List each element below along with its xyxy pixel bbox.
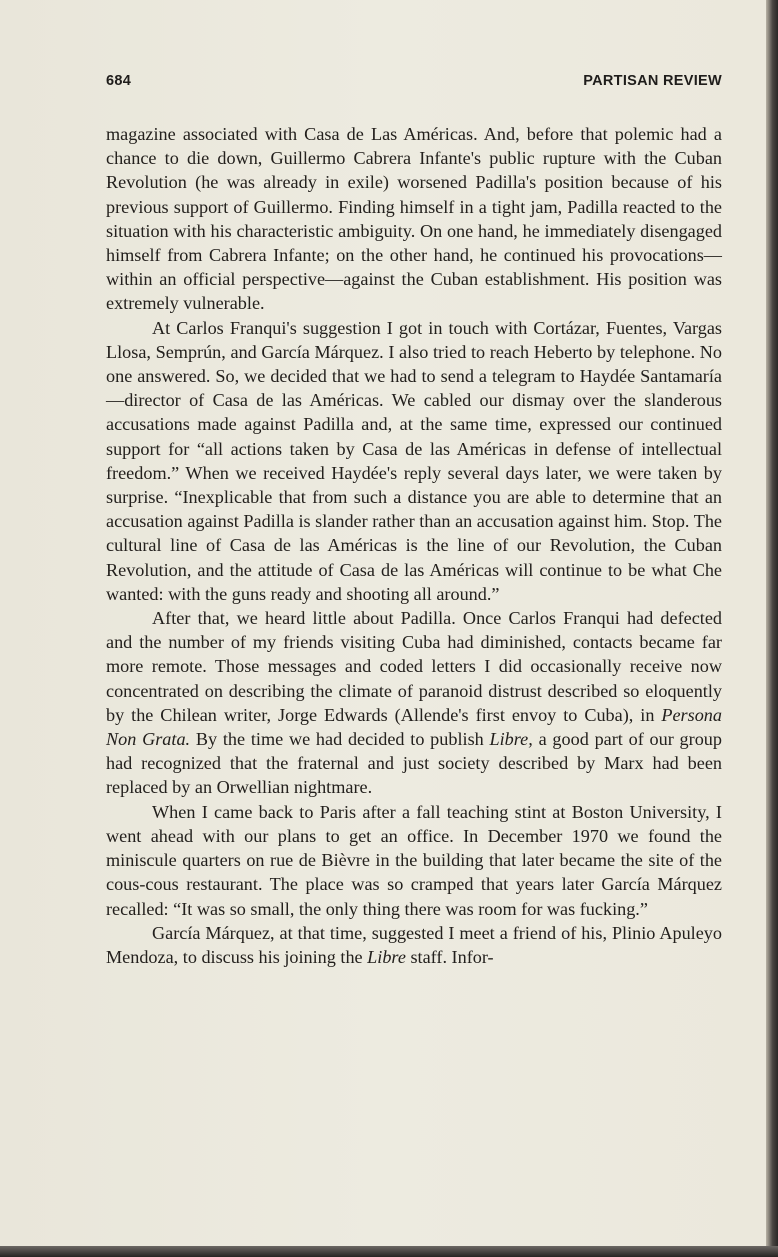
paragraph-3-text-c: a good part of our group had recognized that the fraternal and just society described by Marx had been replaced by an Orwellian nightmare. [106,729,722,798]
magazine-title-libre: Libre, [489,729,533,750]
body-text [106,122,722,969]
paragraph-3 [106,606,722,800]
book-title-persona-non-grata: Persona Non Grata. [106,704,722,750]
page-header [106,73,722,93]
page-number: 684 [106,73,132,89]
paragraph-2: At Carlos Franqui's suggestion I got in touch with Cortázar, Fuentes, Vargas Llosa, Semprún, and García Márquez. I also tried to reach Heberto by telephone. No one answered. So, we decided that we had to send a telegram to Haydée Santamaría—director of Casa de las Américas. We cabled our dismay over the slanderous accusations made against Padilla and, at the same time, expressed our continued support for “all actions taken by Casa de las Américas in defense of intellectual freedom.” When we received Haydée's reply several days later, we were taken by surprise. “Inexplicable that from such a distance you are able to determine that an accusation against Padilla is slander rather than an accusation against him. Stop. The cultural line of Casa de las Américas is the line of our Revolution, the Cuban Revolution, and the attitude of Casa de las Américas will continue to be what Che wanted: with the guns ready and shooting all around.” [106,317,722,604]
page-edge-bottom [0,1246,778,1257]
page-edge-right [766,0,778,1257]
paragraph-5-text-b: staff. Infor- [405,946,494,967]
paragraph-3-text-b: By the time we had decided to publish [190,729,490,750]
paragraph-5 [106,921,722,969]
magazine-title-libre-2: Libre [367,946,406,967]
paragraph-3-text-a: After that, we heard little about Padilla. Once Carlos Franqui had defected and the number of my friends visiting Cuba had diminished, contacts became far more remote. Those messages and coded letters I did occasionally receive now concentrated on describing the climate of paranoid distrust described so eloquently by the Chilean writer, Jorge Edwards (Allende's first envoy to Cuba), in [106,608,722,725]
paragraph-1: magazine associated with Casa de Las Américas. And, before that polemic had a chance to die down, Guillermo Cabrera Infante's public rupture with the Cuban Revolution (he was already in exile) worsened Padilla's position because of his previous support of Guillermo. Finding himself in a tight jam, Padilla reacted to the situation with his characteristic ambiguity. On one hand, he immediately disengaged himself from Cabrera Infante; on the other hand, he continued his provocations—within an official perspective—against the Cuban establishment. His position was extremely vulnerable. [106,124,722,314]
running-title: PARTISAN REVIEW [583,73,722,89]
paragraph-4: When I came back to Paris after a fall teaching stint at Boston University, I went ahead with our plans to get an office. In December 1970 we found the miniscule quarters on rue de Bièvre in the building that later became the site of the cous-cous restaurant. The place was so cramped that years later García Márquez recalled: “It was so small, the only thing there was room for was fucking.” [106,801,722,919]
paragraph-5-text-a: García Márquez, at that time, suggested I meet a friend of his, Plinio Apuleyo Mendoza, to discuss his joining the [106,922,722,967]
